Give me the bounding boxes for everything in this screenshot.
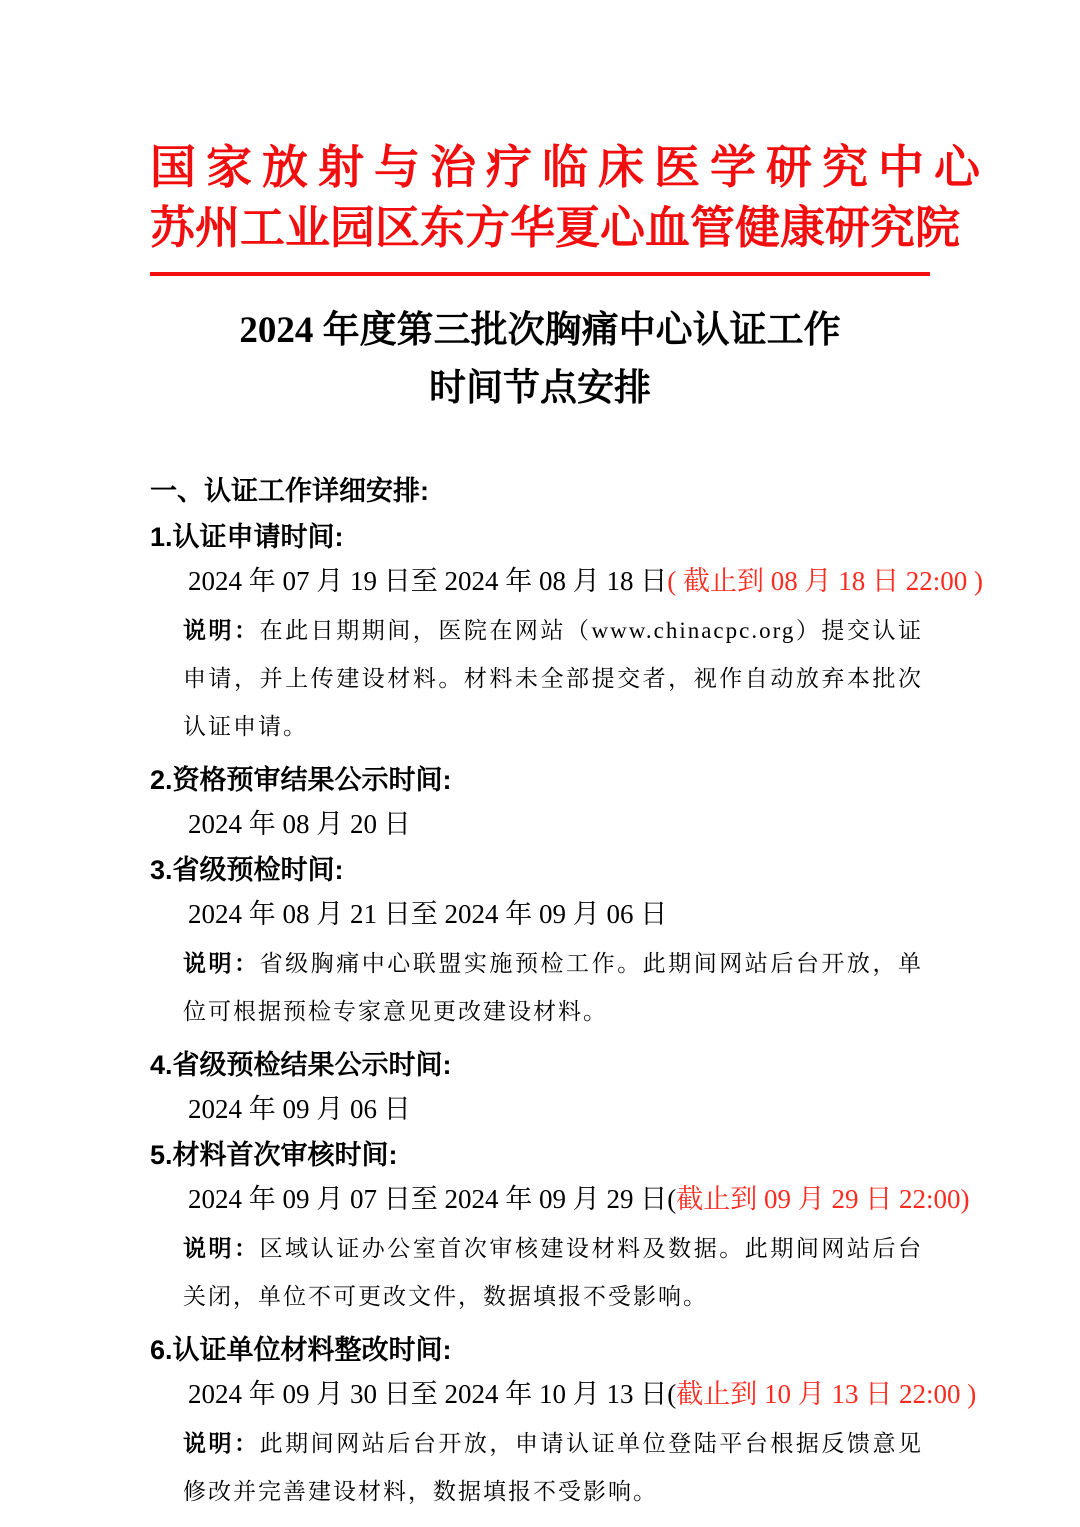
document-title-line1: 2024 年度第三批次胸痛中心认证工作 (239, 310, 841, 351)
item-6-note-text: 此期间网站后台开放，申请认证单位登陆平台根据反馈意见修改并完善建设材料，数据填报不受影响。 (183, 1431, 924, 1504)
item-5-heading: 5.材料首次审核时间: (150, 1140, 398, 1170)
document-title-line2: 时间节点安排 (429, 368, 651, 409)
item-1-note (183, 606, 923, 751)
item-5-note (183, 1224, 923, 1321)
item-6-deadline: 截止到 10 月 13 日 22:00 ) (676, 1379, 977, 1409)
schedule-item-1 (150, 520, 983, 751)
item-3-note-label: 说明： (183, 950, 260, 976)
item-4-date-line (188, 1092, 930, 1126)
item-1-note-text: 在此日期期间，医院在网站（www.chinacpc.org）提交认证申请，并上传建设材料。材料未全部提交者，视作自动放弃本批次认证申请。 (183, 618, 924, 739)
item-3-heading: 3.省级预检时间: (150, 855, 344, 885)
item-3-date-line (188, 897, 930, 931)
item-5-date-range: 2024 年 09 月 07 日至 2024 年 09 月 29 日( (188, 1184, 677, 1214)
item-5-note-text: 区域认证办公室首次审核建设材料及数据。此期间网站后台关闭，单位不可更改文件，数据填报不受影响。 (183, 1236, 924, 1309)
item-3-note (183, 939, 923, 1036)
organization-name-line1: 国家放射与治疗临床医学研究中心 (150, 142, 990, 193)
schedule-item-5 (150, 1138, 970, 1321)
item-5-note-label: 说明： (183, 1235, 260, 1261)
item-6-date-range: 2024 年 09 月 30 日至 2024 年 10 月 13 日( (188, 1379, 677, 1409)
item-1-date-line (188, 564, 983, 598)
item-3-note-text: 省级胸痛中心联盟实施预检工作。此期间网站后台开放，单位可根据预检专家意见更改建设材料。 (183, 951, 924, 1024)
item-5-date-line (188, 1182, 970, 1216)
organization-header (150, 138, 990, 276)
item-6-date-line (188, 1377, 977, 1411)
item-2-heading: 2.资格预审结果公示时间: (150, 765, 452, 795)
section-heading: 一、认证工作详细安排: (150, 476, 429, 506)
header-underline (150, 272, 930, 276)
item-2-date-line (188, 807, 930, 841)
item-3-date-range: 2024 年 08 月 21 日至 2024 年 09 月 06 日 (188, 899, 668, 929)
organization-name-line2: 苏州工业园区东方华夏心血管健康研究院 (150, 203, 961, 253)
item-1-note-label: 说明： (183, 617, 260, 643)
item-6-heading: 6.认证单位材料整改时间: (150, 1335, 452, 1365)
item-4-date-range: 2024 年 09 月 06 日 (188, 1094, 411, 1124)
schedule-item-4 (150, 1048, 930, 1126)
schedule-item-6 (150, 1333, 977, 1516)
item-6-note-label: 说明： (183, 1430, 260, 1456)
schedule-item-2 (150, 763, 930, 841)
item-6-note (183, 1419, 923, 1516)
item-5-deadline: 截止到 09 月 29 日 22:00) (676, 1184, 970, 1214)
item-4-heading: 4.省级预检结果公示时间: (150, 1050, 452, 1080)
item-1-date-range: 2024 年 07 月 19 日至 2024 年 08 月 18 日 (188, 566, 668, 596)
document-page (150, 0, 990, 1516)
document-title (150, 302, 930, 418)
item-1-heading: 1.认证申请时间: (150, 522, 344, 552)
schedule-item-3 (150, 853, 930, 1036)
item-1-deadline: ( 截止到 08 月 18 日 22:00 ) (667, 566, 983, 596)
item-2-date-range: 2024 年 08 月 20 日 (188, 809, 411, 839)
